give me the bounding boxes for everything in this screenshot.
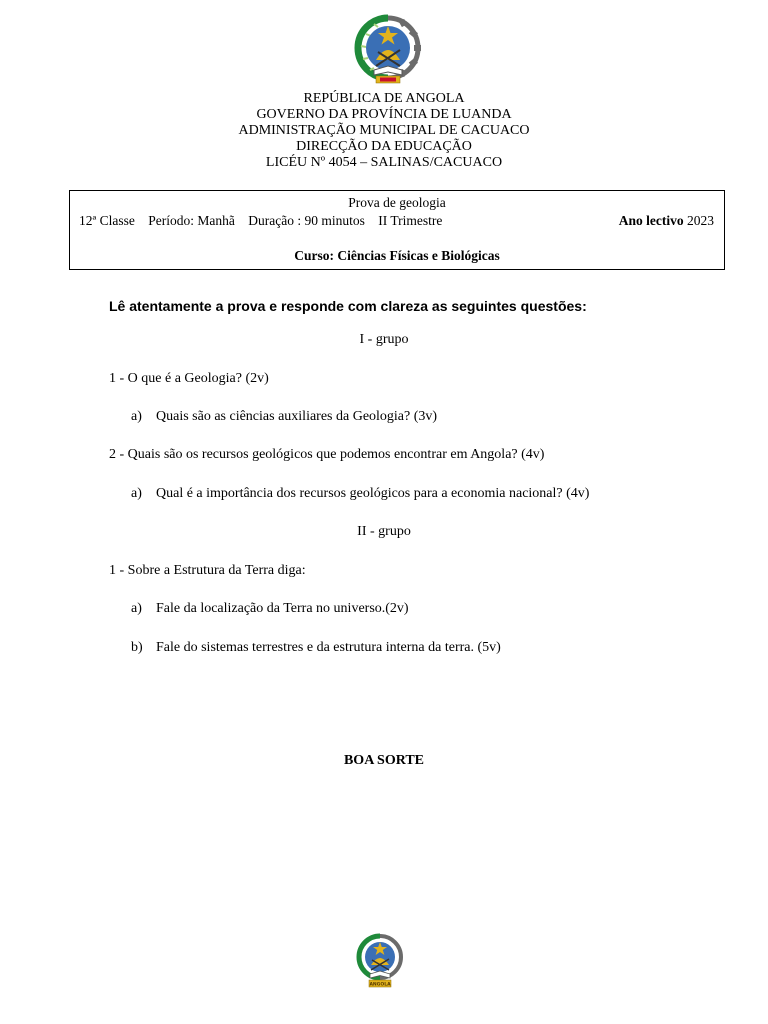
question-1-2: 2 - Quais são os recursos geológicos que podemos encontrar em Angola? (4v): [109, 447, 545, 462]
sub-marker: a): [131, 409, 142, 424]
exam-period: Período: Manhã: [148, 213, 235, 228]
sub-text: Fale do sistemas terrestres e da estrutura interna da terra. (5v): [156, 640, 501, 655]
question-1-1: 1 - O que é a Geologia? (2v): [109, 371, 269, 386]
question-2-1-a: [131, 601, 409, 617]
instructions: Lê atentamente a prova e responde com clareza as seguintes questões:: [109, 298, 587, 314]
group-2-heading: II - grupo: [357, 524, 411, 539]
exam-course: Curso: Ciências Físicas e Biológicas: [294, 248, 500, 263]
exam-trimester: II Trimestre: [378, 213, 443, 228]
sub-marker: a): [131, 601, 142, 616]
institution-header: [0, 91, 768, 171]
angola-coat-of-arms-footer-icon: [353, 932, 407, 990]
sub-text: Fale da localização da Terra no universo.(2v): [156, 601, 409, 616]
exam-class: 12ª Classe: [79, 213, 135, 228]
exam-duration: Duração : 90 minutos: [248, 213, 365, 228]
sub-text: Qual é a importância dos recursos geológicos para a economia nacional? (4v): [156, 486, 590, 501]
emblem-ribbon-text: ANGOLA: [369, 982, 391, 988]
header-line-direction: DIRECÇÃO DA EDUCAÇÃO: [296, 139, 472, 154]
school-year-value: 2023: [687, 213, 714, 228]
header-line-government: GOVERNO DA PROVÍNCIA DE LUANDA: [256, 107, 512, 122]
sub-marker: a): [131, 486, 142, 501]
exam-info-box: [69, 190, 725, 270]
exam-school-year: [619, 213, 714, 229]
question-1-2-a: [131, 486, 589, 502]
question-2-1: 1 - Sobre a Estrutura da Terra diga:: [109, 563, 306, 578]
header-line-school: LICÉU Nº 4054 – SALINAS/CACUACO: [265, 155, 503, 170]
header-line-republic: REPÚBLICA DE ANGOLA: [303, 91, 465, 106]
school-year-label: Ano lectivo: [618, 213, 684, 228]
group-1-heading: I - grupo: [359, 332, 409, 347]
header-line-administration: ADMINISTRAÇÃO MUNICIPAL DE CACUACO: [238, 123, 530, 138]
exam-title: Prova de geologia: [348, 195, 446, 210]
question-1-1-a: [131, 409, 437, 425]
closing-message: BOA SORTE: [343, 753, 425, 768]
sub-marker: b): [131, 640, 143, 655]
sub-text: Quais são as ciências auxiliares da Geologia? (3v): [156, 409, 438, 424]
angola-coat-of-arms-icon: [350, 12, 426, 88]
question-2-1-b: [131, 640, 501, 656]
